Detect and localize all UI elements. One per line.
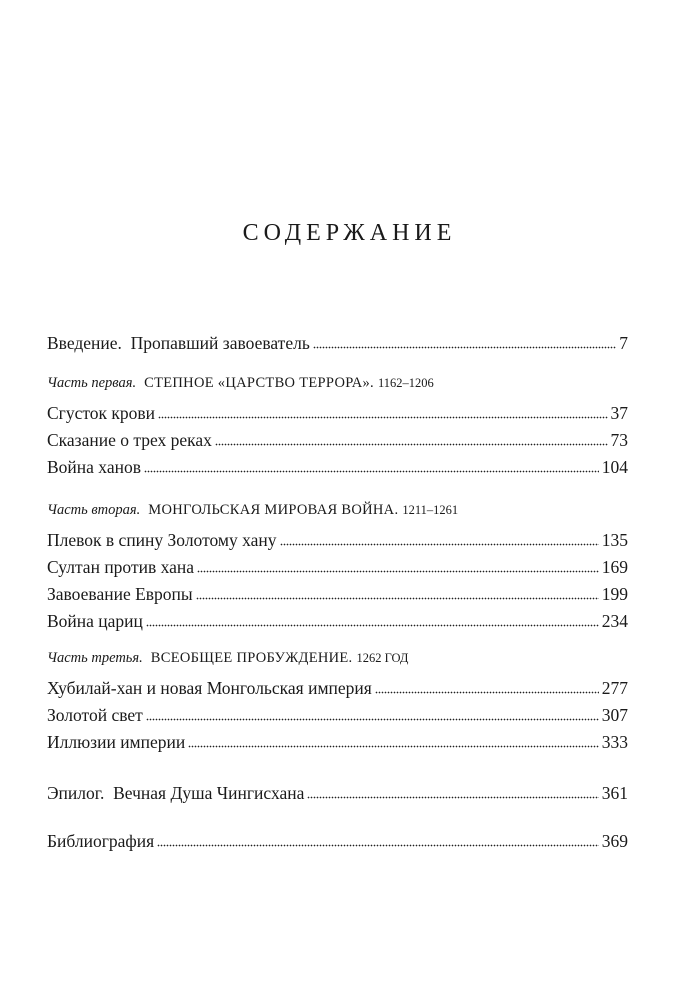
entry-label: Война цариц [47, 611, 143, 631]
part-prefix: Часть первая. [47, 375, 137, 391]
entry-label: Завоевание Европы [47, 584, 193, 604]
entry-label: Эпилог. Вечная Душа Чингисхана [47, 783, 305, 803]
part-years: 1211–1261 [402, 503, 459, 517]
toc-entry[interactable] [47, 427, 628, 454]
dot-leader [146, 718, 599, 721]
entry-page: 199 [601, 584, 628, 604]
entry-label: Война ханов [47, 457, 141, 477]
entry-page: 333 [601, 732, 628, 752]
part-title: СТЕПНОЕ «ЦАРСТВО ТЕРРОРА». [144, 375, 374, 391]
toc-entry[interactable] [47, 702, 628, 729]
dot-leader [313, 346, 616, 349]
toc-entry-bibliography[interactable] [47, 828, 628, 855]
entry-page: 361 [601, 783, 628, 803]
toc-entry[interactable] [47, 454, 628, 481]
entry-label: Золотой свет [47, 705, 143, 725]
entry-page: 104 [601, 457, 628, 477]
part-prefix: Часть вторая. [47, 502, 141, 518]
entry-page: 169 [601, 557, 628, 577]
dot-leader [146, 624, 599, 627]
toc-entry[interactable] [47, 608, 628, 635]
part-heading-1 [47, 370, 628, 396]
toc-entry-epilogue[interactable] [47, 780, 628, 807]
dot-leader [197, 570, 599, 573]
toc-entry[interactable] [47, 729, 628, 756]
entry-page: 135 [601, 530, 628, 550]
toc-entry[interactable] [47, 675, 628, 702]
entry-label: Плевок в спину Золотому хану [47, 530, 277, 550]
part-title: МОНГОЛЬСКАЯ МИРОВАЯ ВОЙНА. [148, 502, 399, 518]
toc-entry-intro[interactable] [47, 330, 628, 357]
part-title: ВСЕОБЩЕЕ ПРОБУЖДЕНИЕ. [150, 650, 353, 666]
toc-entry[interactable] [47, 400, 628, 427]
entry-page: 277 [601, 678, 628, 698]
dot-leader [375, 691, 599, 694]
dot-leader [215, 443, 608, 446]
entry-label: Сгусток крови [47, 403, 156, 423]
dot-leader [188, 745, 599, 748]
toc-entry[interactable] [47, 581, 628, 608]
entry-page: 37 [610, 403, 628, 423]
entry-page: 369 [601, 831, 628, 851]
entry-page: 234 [601, 611, 628, 631]
part-years: 1262 ГОД [356, 651, 409, 665]
dot-leader [307, 796, 598, 799]
page-title: СОДЕРЖАНИЕ [242, 220, 457, 246]
part-prefix: Часть третья. [47, 650, 143, 666]
part-heading-3 [47, 645, 628, 671]
entry-page: 73 [610, 430, 628, 450]
entry-label: Введение. Пропавший завоеватель [47, 333, 310, 353]
toc-entry[interactable] [47, 527, 628, 554]
entry-label: Хубилай-хан и новая Монгольская империя [47, 678, 372, 698]
entry-label: Библиография [47, 831, 155, 851]
toc-entry[interactable] [47, 554, 628, 581]
entry-label: Султан против хана [47, 557, 195, 577]
table-of-contents [47, 330, 628, 855]
dot-leader [157, 844, 599, 847]
dot-leader [196, 597, 599, 600]
entry-label: Иллюзии империи [47, 732, 186, 752]
part-years: 1162–1206 [377, 376, 434, 390]
entry-page: 307 [601, 705, 628, 725]
part-heading-2 [47, 497, 628, 523]
dot-leader [280, 543, 599, 546]
entry-page: 7 [619, 333, 628, 353]
dot-leader [144, 470, 599, 473]
entry-label: Сказание о трех реках [47, 430, 212, 450]
dot-leader [158, 416, 607, 419]
